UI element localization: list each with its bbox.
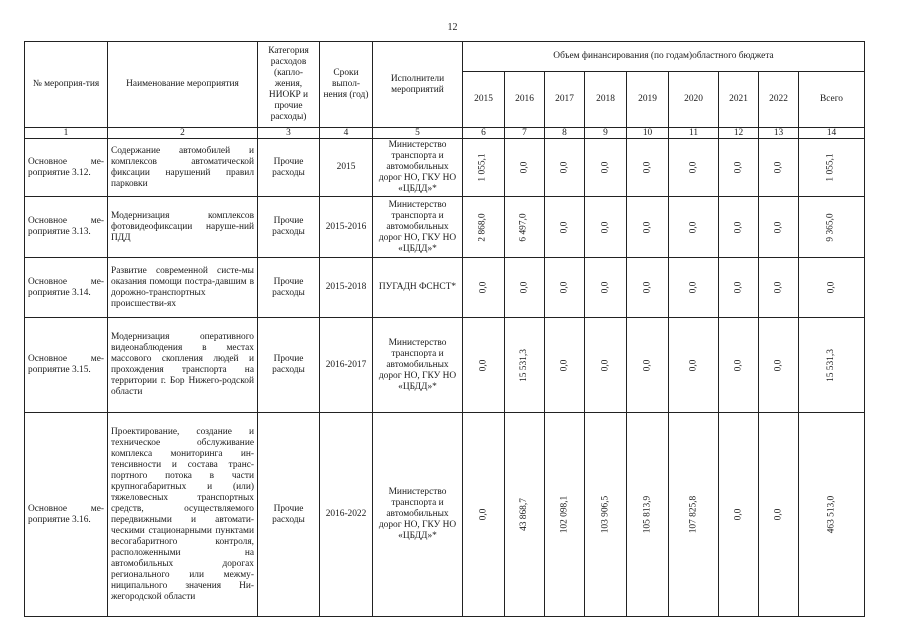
column-index: 6 <box>463 128 505 139</box>
total-value <box>799 258 865 318</box>
activity-number: Основное ме-роприятие 3.12. <box>25 139 108 197</box>
column-index: 4 <box>320 128 373 139</box>
header-year: 2018 <box>585 72 627 128</box>
header-year: 2019 <box>627 72 669 128</box>
value-text: 0,0 <box>773 359 783 371</box>
value-text: 105 813,9 <box>642 495 652 534</box>
header-year: 2022 <box>759 72 799 128</box>
total-value <box>799 413 865 617</box>
value-text: 0,0 <box>733 221 743 233</box>
financing-table <box>24 41 865 617</box>
value-text: 0,0 <box>688 281 698 294</box>
header-executors: Исполнители мероприятий <box>373 42 463 128</box>
value-text: 15 531,3 <box>519 348 529 382</box>
year-value <box>627 413 669 617</box>
header-year: 2015 <box>463 72 505 128</box>
activity-name: Модернизация комплексов фотовидеофиксации наруше-ний ПДД <box>108 197 258 258</box>
year-value <box>759 197 799 258</box>
value-text: 0,0 <box>773 508 783 521</box>
table-row <box>25 318 865 413</box>
value-text: 0,0 <box>733 161 743 174</box>
value-text: 0,0 <box>773 161 783 174</box>
value-text: 463 513,0 <box>826 495 836 534</box>
activity-number: Основное ме-роприятие 3.16. <box>25 413 108 617</box>
total-value <box>799 318 865 413</box>
value-text: 0,0 <box>478 281 488 294</box>
year-value <box>759 413 799 617</box>
year-value <box>545 258 585 318</box>
value-text: 6 497,0 <box>519 212 529 242</box>
executors: Министерство транспорта и автомобильных дорог НО, ГКУ НО «ЦБДД»* <box>373 139 463 197</box>
activity-number: Основное ме-роприятие 3.13. <box>25 197 108 258</box>
value-text: 0,0 <box>733 508 743 521</box>
value-text: 0,0 <box>688 359 698 371</box>
total-value <box>799 139 865 197</box>
column-index: 14 <box>799 128 865 139</box>
table-body <box>25 139 865 617</box>
table-row <box>25 258 865 318</box>
value-text: 0,0 <box>600 359 610 371</box>
year-value <box>585 413 627 617</box>
value-text: 0,0 <box>733 359 743 371</box>
expense-category: Прочие расходы <box>258 139 320 197</box>
value-text: 0,0 <box>559 281 569 294</box>
year-value <box>669 318 719 413</box>
year-value <box>759 318 799 413</box>
year-value <box>585 139 627 197</box>
header-year: 2016 <box>505 72 545 128</box>
year-value <box>463 318 505 413</box>
value-text: 0,0 <box>688 161 698 174</box>
header-year: 2020 <box>669 72 719 128</box>
execution-terms: 2015-2018 <box>320 258 373 318</box>
value-text: 0,0 <box>559 161 569 174</box>
year-value <box>669 413 719 617</box>
column-index: 10 <box>627 128 669 139</box>
year-value <box>463 258 505 318</box>
year-value <box>545 318 585 413</box>
year-value <box>627 258 669 318</box>
year-value <box>545 197 585 258</box>
column-index: 5 <box>373 128 463 139</box>
year-value <box>505 197 545 258</box>
year-value <box>719 413 759 617</box>
column-index: 12 <box>719 128 759 139</box>
value-text: 0,0 <box>478 359 488 371</box>
year-value <box>585 197 627 258</box>
year-value <box>585 258 627 318</box>
executors: Министерство транспорта и автомобильных дорог НО, ГКУ НО «ЦБДД»* <box>373 197 463 258</box>
value-text: 1 055,1 <box>826 153 836 182</box>
executors: Министерство транспорта и автомобильных дорог НО, ГКУ НО «ЦБДД»* <box>373 318 463 413</box>
header-total: Всего <box>799 72 865 128</box>
value-text: 0,0 <box>519 161 529 174</box>
column-index: 1 <box>25 128 108 139</box>
table-row <box>25 413 865 617</box>
value-text: 0,0 <box>478 508 488 521</box>
value-text: 0,0 <box>826 281 836 294</box>
column-index: 11 <box>669 128 719 139</box>
page-number: 12 <box>447 22 458 33</box>
header-category: Категория расходов (капло-жения, НИОКР и прочие расходы) <box>258 42 320 128</box>
value-text: 2 868,0 <box>478 212 488 242</box>
value-text: 0,0 <box>773 221 783 233</box>
column-index: 3 <box>258 128 320 139</box>
value-text: 0,0 <box>642 281 652 294</box>
value-text: 0,0 <box>600 221 610 233</box>
value-text: 1 055,1 <box>478 153 488 182</box>
year-value <box>505 139 545 197</box>
expense-category: Прочие расходы <box>258 197 320 258</box>
column-index: 9 <box>585 128 627 139</box>
header-year: 2017 <box>545 72 585 128</box>
value-text: 0,0 <box>733 281 743 294</box>
year-value <box>545 139 585 197</box>
executors: ПУГАДН ФСНСТ* <box>373 258 463 318</box>
value-text: 0,0 <box>773 281 783 294</box>
value-text: 107 825,8 <box>688 495 698 534</box>
value-text: 43 868,7 <box>519 498 529 531</box>
table-row <box>25 139 865 197</box>
column-index: 2 <box>108 128 258 139</box>
year-value <box>719 318 759 413</box>
activity-number: Основное ме-роприятие 3.14. <box>25 258 108 318</box>
year-value <box>627 318 669 413</box>
activity-number: Основное ме-роприятие 3.15. <box>25 318 108 413</box>
value-text: 15 531,3 <box>826 348 836 382</box>
expense-category: Прочие расходы <box>258 413 320 617</box>
year-value <box>627 197 669 258</box>
header-terms: Сроки выпол-нения (год) <box>320 42 373 128</box>
value-text: 0,0 <box>600 161 610 174</box>
activity-name: Модернизация оперативного видеонаблюдения в местах массового скопления людей и прохождения транспорта на территории г. Бор Нижего-родской области <box>108 318 258 413</box>
value-text: 102 098,1 <box>559 495 569 534</box>
value-text: 0,0 <box>559 221 569 233</box>
executors: Министерство транспорта и автомобильных дорог НО, ГКУ НО «ЦБДД»* <box>373 413 463 617</box>
value-text: 0,0 <box>642 161 652 174</box>
year-value <box>719 197 759 258</box>
table-row <box>25 197 865 258</box>
year-value <box>627 139 669 197</box>
total-value <box>799 197 865 258</box>
value-text: 103 906,5 <box>600 495 610 534</box>
expense-category: Прочие расходы <box>258 318 320 413</box>
value-text: 0,0 <box>559 359 569 371</box>
expense-category: Прочие расходы <box>258 258 320 318</box>
activity-name: Развитие современной систе-мы оказания помощи постра-давшим в дорожно-транспортных происшестви-ях <box>108 258 258 318</box>
header-year: 2021 <box>719 72 759 128</box>
year-value <box>505 413 545 617</box>
header-num: № мероприя-тия <box>25 42 108 128</box>
column-index: 13 <box>759 128 799 139</box>
value-text: 0,0 <box>688 221 698 233</box>
year-value <box>719 258 759 318</box>
year-value <box>505 258 545 318</box>
execution-terms: 2016-2022 <box>320 413 373 617</box>
year-value <box>669 258 719 318</box>
year-value <box>669 197 719 258</box>
value-text: 9 365,0 <box>826 212 836 242</box>
year-value <box>463 413 505 617</box>
value-text: 0,0 <box>642 221 652 233</box>
execution-terms: 2015 <box>320 139 373 197</box>
activity-name: Проектирование, создание и техническое обслуживание комплекса мониторинга ин-тенсивности и состава транс-портного потока в части крупногабаритных и (или) тяжеловесных транспортных средств, осуществляемого передвижными и автомати-ческими стационарными пунктами весогабаритного контроля, расположенными на автомобильных дорогах регионального или межму-ниципального значения Ни-жегородской области <box>108 413 258 617</box>
year-value <box>759 258 799 318</box>
column-index: 8 <box>545 128 585 139</box>
year-value <box>759 139 799 197</box>
value-text: 0,0 <box>642 359 652 371</box>
year-value <box>669 139 719 197</box>
year-value <box>719 139 759 197</box>
execution-terms: 2016-2017 <box>320 318 373 413</box>
year-value <box>545 413 585 617</box>
column-index: 7 <box>505 128 545 139</box>
year-value <box>463 139 505 197</box>
year-value <box>585 318 627 413</box>
year-value <box>463 197 505 258</box>
header-name: Наименование мероприятия <box>108 42 258 128</box>
activity-name: Содержание автомобилей и комплексов автоматической фиксации нарушений правил парковки <box>108 139 258 197</box>
execution-terms: 2015-2016 <box>320 197 373 258</box>
year-value <box>505 318 545 413</box>
value-text: 0,0 <box>519 281 529 294</box>
value-text: 0,0 <box>600 281 610 294</box>
header-financing: Объем финансирования (по годам)областного бюджета <box>463 42 865 72</box>
